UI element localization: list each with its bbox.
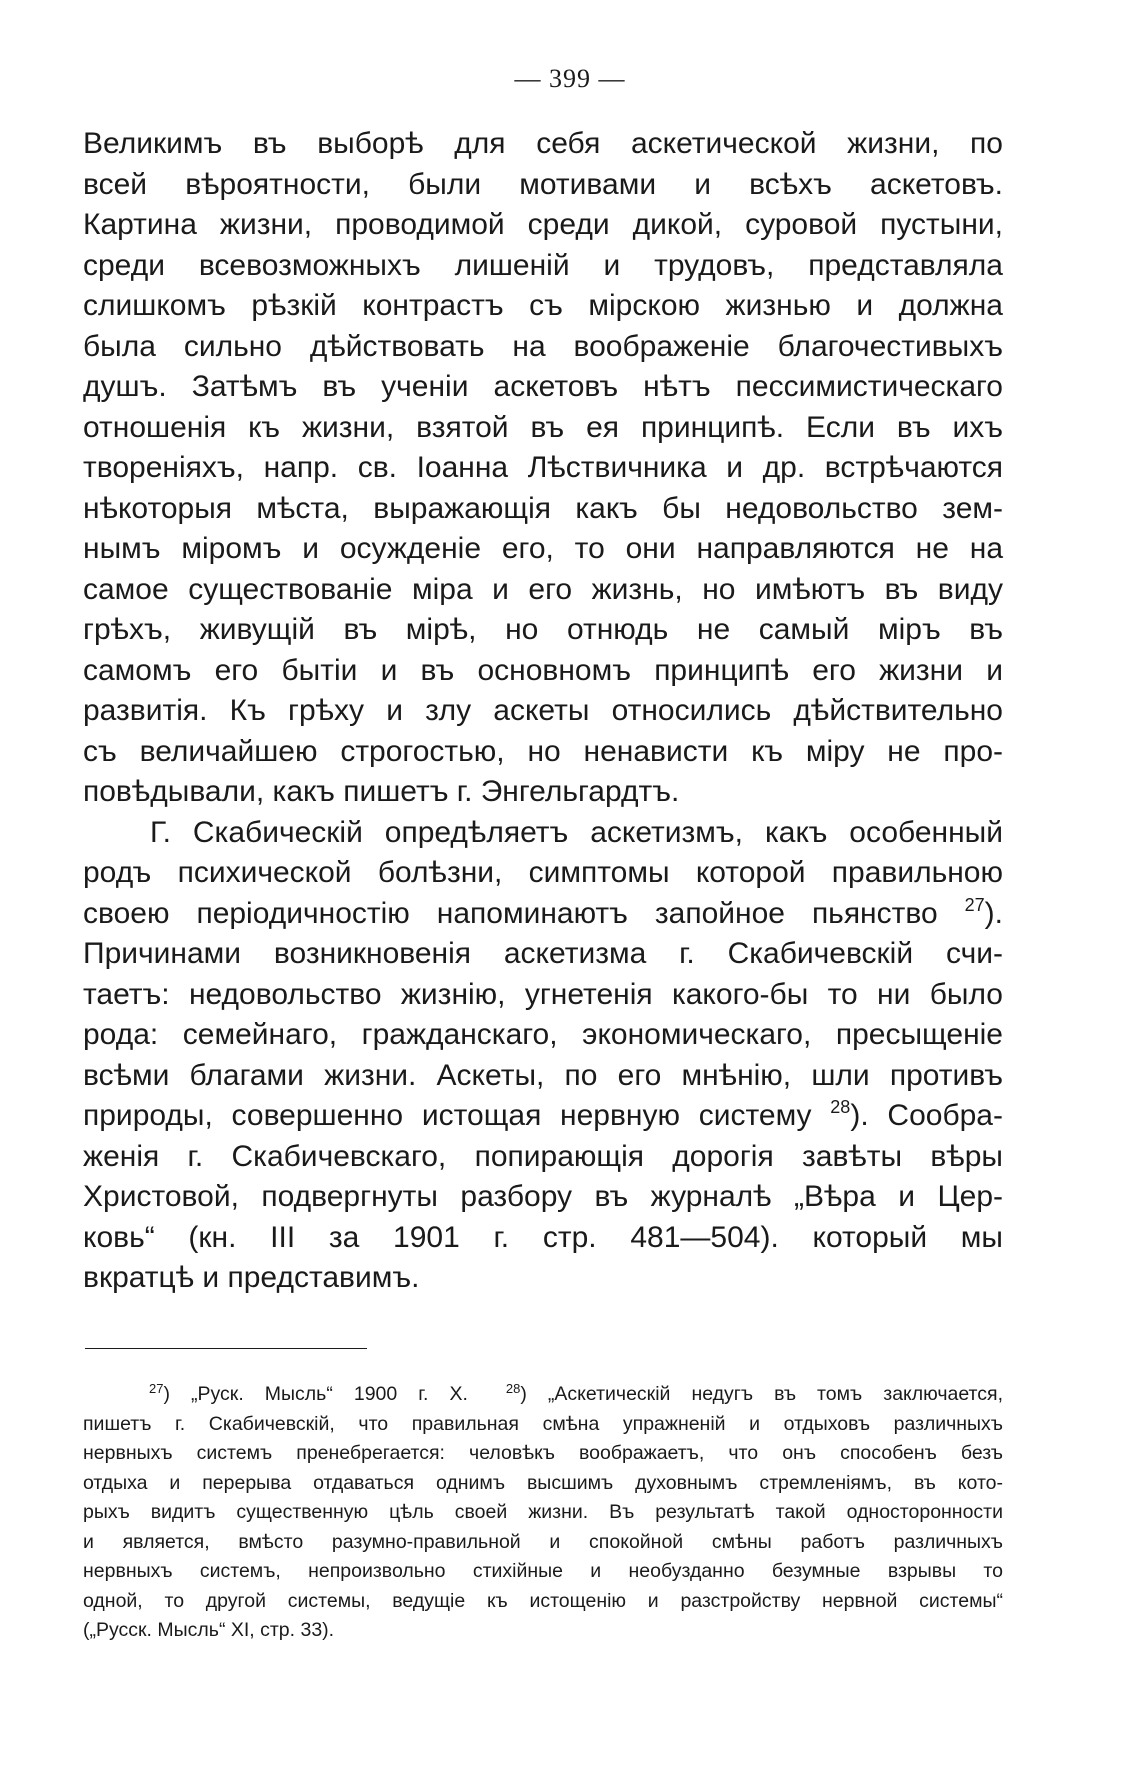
footnote-line: нервныхъ системъ, непроизвольно стихiйные и необузданно безумные взрывы то bbox=[83, 1560, 1003, 1582]
text-line: Причинами возникновенiя аскетизма г. Скабичевскiй счи- bbox=[83, 937, 1003, 970]
text-line: развитiя. Къ грѣху и злу аскеты относились дѣйствительно bbox=[83, 694, 1003, 727]
main-text bbox=[83, 124, 1003, 1299]
text-line: душъ. Затѣмъ въ ученiи аскетовъ нѣтъ пессимистическаго bbox=[83, 370, 1003, 403]
text-line: творенiяхъ, напр. св. Iоанна Лѣствичника и др. встрѣчаются bbox=[83, 451, 1003, 484]
footnote-mark-27: 27 bbox=[149, 1381, 164, 1396]
footnote-line: и является, вмѣсто разумно-правильной и спокойной смѣны работъ различныхъ bbox=[83, 1530, 1003, 1553]
text-line: всей вѣроятности, были мотивами и всѣхъ аскетовъ. bbox=[83, 167, 1003, 201]
footnotes bbox=[83, 1380, 1003, 1646]
footnote-27-text: ) „Руск. Мысль“ 1900 г. X. bbox=[163, 1383, 468, 1405]
footnote-line bbox=[83, 1380, 1003, 1410]
text-line: грѣхъ, живущiй въ мiрѣ, но отнюдь не самый мiръ въ bbox=[83, 613, 1003, 646]
text-segment: Сообра- bbox=[887, 1099, 1003, 1132]
text-line: таетъ: недовольство жизнiю, угнетенiя какого-бы то ни было bbox=[83, 977, 1003, 1011]
footnote-ref-28[interactable]: 28 bbox=[830, 1097, 851, 1117]
text-line: вкратцѣ и представимъ. bbox=[83, 1261, 420, 1294]
text-line bbox=[83, 1096, 1003, 1137]
footnote-line: нервныхъ системъ пренебрегается: человѣкъ воображаетъ, что онъ способенъ безъ bbox=[83, 1442, 1003, 1464]
footnote-line: отдыха и перерыва отдаваться однимъ высшимъ духовнымъ стремленiямъ, въ кото- bbox=[83, 1471, 1003, 1494]
text-line: самомъ его бытiи и въ основномъ принципѣ его жизни и bbox=[83, 653, 1003, 687]
text-line: Картина жизни, проводимой среди дикой, суровой пустыни, bbox=[83, 208, 1003, 241]
text-line: Христовой, подвергнуты разбору въ журналѣ „Вѣра и Цер- bbox=[83, 1180, 1003, 1213]
text-line: всѣми благами жизни. Аскеты, по его мнѣнiю, шли противъ bbox=[83, 1058, 1003, 1092]
footnote-28-text: ) „Аскетическiй недугъ въ томъ заключается, bbox=[520, 1383, 1003, 1405]
text-line: съ величайшею строгостью, но ненависти къ мiру не про- bbox=[83, 734, 1003, 768]
footnote-line: („Русск. Мысль“ XI, стр. 33). bbox=[83, 1619, 335, 1641]
text-line: среди всевозможныхъ лишенiй и трудовъ, представляла bbox=[83, 248, 1003, 282]
text-line: женiя г. Скабичевскаго, попирающiя дорогiя завѣты вѣры bbox=[83, 1139, 1003, 1173]
footnote-line: рыхъ видитъ существенную цѣль своей жизни. Въ результатѣ такой односторонности bbox=[83, 1501, 1003, 1523]
footnote-line: пишетъ г. Скабичевскiй, что правильная смѣна упражненiй и отдыховъ различныхъ bbox=[83, 1412, 1003, 1435]
text-line: самое существованiе мiра и его жизнь, но имѣютъ въ виду bbox=[83, 572, 1003, 606]
footnote-line: одной, то другой системы, ведущiе къ истощенiю и разстройству нервной системы“ bbox=[83, 1589, 1003, 1612]
page-number: — 399 — bbox=[514, 64, 626, 93]
text-line: ковь“ (кн. III за 1901 г. стр. 481—504). который мы bbox=[83, 1220, 1003, 1254]
text-line: отношенiя къ жизни, взятой въ ея принципѣ. Если въ ихъ bbox=[83, 410, 1003, 444]
text-line: была сильно дѣйствовать на воображенiе благочестивыхъ bbox=[83, 329, 1003, 363]
text-line bbox=[83, 894, 1003, 935]
footnote-divider bbox=[85, 1348, 367, 1349]
text-segment: природы, совершенно истощая нервную систему bbox=[83, 1099, 812, 1132]
text-line: повѣдывали, какъ пишетъ г. Энгельгардтъ. bbox=[83, 775, 680, 808]
text-line: слишкомъ рѣзкiй контрастъ съ мiрскою жизнью и должна bbox=[83, 289, 1003, 322]
text-segment: ). bbox=[850, 1099, 869, 1132]
text-line: нымъ мiромъ и осужденiе его, то они направляются не на bbox=[83, 532, 1003, 565]
text-line: рода: семейнаго, гражданскаго, экономическаго, пресыщенiе bbox=[83, 1018, 1003, 1051]
text-segment: своею перiодичностiю напоминаютъ запойное пьянство bbox=[83, 896, 938, 930]
text-segment: ). bbox=[984, 896, 1003, 930]
text-line: Г. Скабическiй опредѣляетъ аскетизмъ, какъ особенный bbox=[150, 815, 1003, 849]
footnote-ref-27[interactable]: 27 bbox=[964, 894, 985, 915]
text-line: родъ психической болѣзни, симптомы которой правильною bbox=[83, 856, 1003, 889]
text-line: Великимъ въ выборѣ для себя аскетической жизни, по bbox=[83, 127, 1003, 160]
footnote-mark-28: 28 bbox=[505, 1381, 521, 1396]
text-line: нѣкоторыя мѣста, выражающiя какъ бы недовольство зем- bbox=[83, 491, 1003, 525]
